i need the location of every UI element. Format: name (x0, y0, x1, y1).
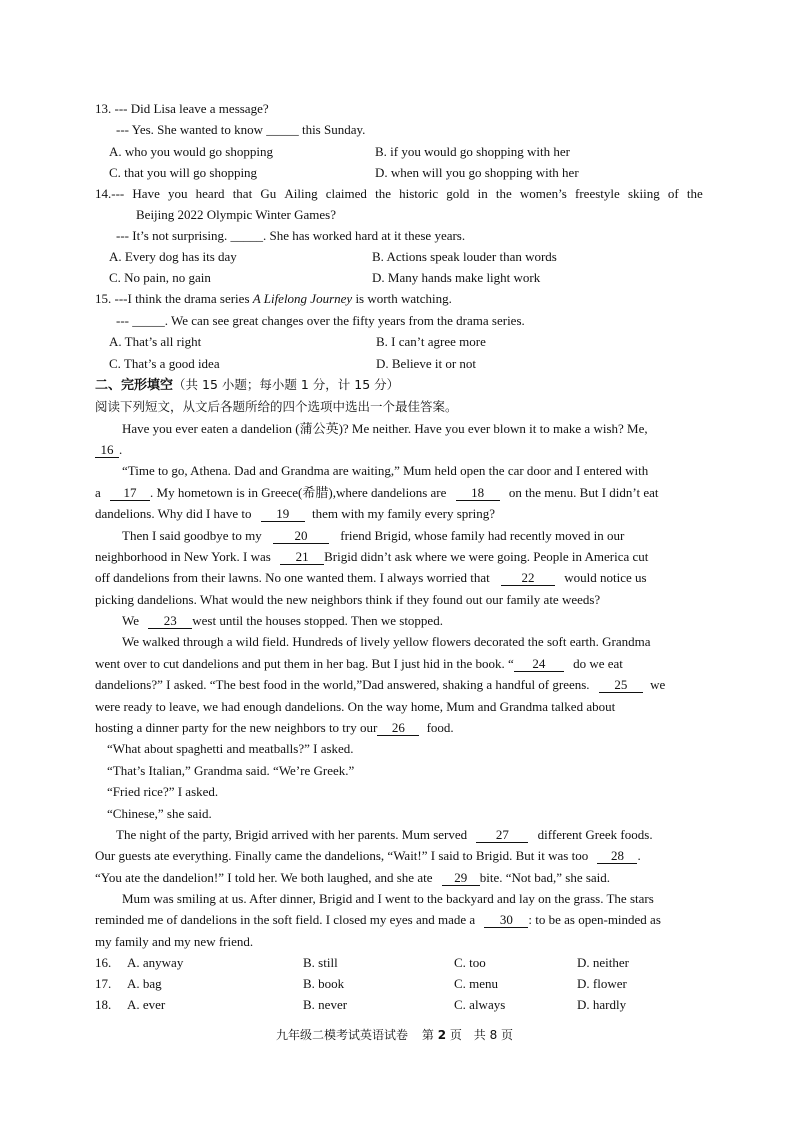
passage-line (95, 549, 648, 565)
q15-stem-pre: 15. ---I think the drama series (95, 291, 253, 306)
option-18-c: C. always (454, 997, 506, 1012)
q14-word: the (686, 186, 703, 201)
q14-stem-line2: Beijing 2022 Olympic Winter Games? (136, 207, 336, 222)
option-16-b: B. still (303, 955, 338, 970)
passage-line (95, 677, 665, 693)
passage-line: were ready to leave, we had enough dandelions. On the way home, Mum and Grandma talked about (95, 699, 616, 714)
q13-option-d: D. when will you go shopping with her (375, 165, 579, 180)
text: do we eat (573, 656, 623, 671)
page-footer (276, 1027, 513, 1043)
passage-line: Have you ever eaten a dandelion (蒲公英)? Me neither. Have you ever blown it to make a wish? Me, (122, 421, 648, 436)
q15-reply: --- _____. We can see great changes over the fifty years from the drama series. (116, 313, 525, 328)
blank-17[interactable]: 17 (110, 486, 150, 501)
text: we (650, 677, 666, 692)
text: reminded me of dandelions in the soft field. I closed my eyes and made a (95, 912, 476, 927)
passage-line (95, 570, 647, 586)
passage-line: “Time to go, Athena. Dad and Grandma are waiting,” Mum held open the car door and I entered with (122, 463, 649, 478)
blank-23[interactable]: 23 (148, 614, 192, 629)
option-18-a: A. ever (127, 997, 166, 1012)
passage-line (95, 870, 610, 886)
q14-word: the (495, 186, 512, 201)
q14-reply: --- It’s not surprising. _____. She has worked hard at it these years. (116, 228, 466, 243)
blank-27[interactable]: 27 (476, 828, 528, 843)
footer-page-number: 2 (437, 1028, 447, 1042)
blank-16[interactable]: 16 (95, 443, 119, 458)
blank-20[interactable]: 20 (273, 529, 329, 544)
q14-word: 14.--- (95, 186, 125, 201)
q15-drama-title: A Lifelong Journey (252, 291, 353, 306)
q14-word: historic (399, 186, 439, 201)
passage-line (95, 506, 495, 522)
text: bite. “Not bad,” she said. (479, 870, 611, 885)
text: Brigid didn’t ask where we were going. People in America cut (324, 549, 649, 564)
passage-line (116, 827, 653, 843)
blank-21[interactable]: 21 (280, 550, 324, 565)
text: The night of the party, Brigid arrived with her parents. Mum served (116, 827, 468, 842)
option-row-18-num: 18. (95, 997, 112, 1012)
text: west until the houses stopped. Then we stopped. (192, 613, 443, 628)
section2-instruction: 阅读下列短文，从文后各题所给的四个选项中选出一个最佳答案。 (95, 399, 458, 414)
option-16-a: A. anyway (127, 955, 184, 970)
q14-option-c: C. No pain, no gain (109, 270, 211, 285)
q14-stem-line1 (95, 186, 703, 202)
option-row-16-num: 16. (95, 955, 112, 970)
option-17-d: D. flower (577, 976, 627, 991)
passage-line: We walked through a wild field. Hundreds of lively yellow flowers decorated the soft earth. Grandma (122, 634, 651, 649)
passage-line (95, 720, 454, 736)
passage-line: Our guests ate everything. Finally came the dandelions, “Wait!” I said to Brigid. But it was too 28 . (95, 848, 641, 863)
passage-line (95, 485, 659, 501)
q14-word: heard (195, 186, 225, 201)
q15-option-a: A. That’s all right (109, 334, 202, 349)
footer-total-label: 共 (473, 1028, 486, 1042)
section2-heading (95, 377, 399, 394)
blank-28[interactable]: 28 (597, 849, 637, 864)
q15-option-d: D. Believe it or not (376, 356, 477, 371)
blank-19[interactable]: 19 (261, 507, 305, 522)
blank-29[interactable]: 29 (442, 871, 480, 886)
q14-option-b: B. Actions speak louder than words (372, 249, 557, 264)
q13-option-c: C. that you will go shopping (109, 165, 258, 180)
text: a (95, 485, 101, 500)
q14-word: you (168, 186, 188, 201)
q14-word: freestyle (575, 186, 620, 201)
passage-line: picking dandelions. What would the new neighbors think if they found out our family ate weeds? (95, 592, 601, 607)
text: went over to cut dandelions and put them in her bag. But I just hid in the book. “ (95, 656, 514, 671)
passage-line: Mum was smiling at us. After dinner, Brigid and I went to the backyard and lay on the grass. The stars (122, 891, 654, 906)
option-row-17-num: 17. (95, 976, 112, 991)
q15-option-b: B. I can’t agree more (376, 334, 486, 349)
text: dandelions. Why did I have to (95, 506, 252, 521)
q14-word: claimed (325, 186, 367, 201)
text: hosting a dinner party for the new neighbors to try our (95, 720, 378, 735)
text: would notice us (564, 570, 647, 585)
text: Then I said goodbye to my (122, 528, 262, 543)
blank-25[interactable]: 25 (599, 678, 643, 693)
dialogue-line: “That’s Italian,” Grandma said. “We’re Greek.” (107, 763, 355, 778)
q14-option-a: A. Every dog has its day (109, 249, 237, 264)
passage-line (122, 528, 624, 544)
footer-total-number: 8 (489, 1028, 498, 1042)
q14-word: women’s (519, 186, 567, 201)
text: . My hometown is in Greece(希腊),where dandelions are (150, 485, 447, 500)
q14-word: in (477, 186, 488, 201)
q15-option-c: C. That’s a good idea (109, 356, 220, 371)
passage-line: 16 . (95, 442, 122, 458)
section2-note: （共 15 小题；每小题 1 分，计 15 分） (173, 377, 400, 392)
q14-word: that (232, 186, 253, 201)
text: food. (426, 720, 454, 735)
option-17-b: B. book (303, 976, 345, 991)
blank-22[interactable]: 22 (501, 571, 555, 586)
dialogue-line: “Chinese,” she said. (107, 806, 212, 821)
option-16-c: C. too (454, 955, 486, 970)
q14-word: gold (446, 186, 470, 201)
text: on the menu. But I didn’t eat (508, 485, 659, 500)
q14-option-d: D. Many hands make light work (372, 270, 541, 285)
section2-title: 二、完形填空 (95, 378, 174, 393)
passage-line (95, 912, 661, 928)
q13-option-a: A. who you would go shopping (109, 144, 273, 159)
text: Our guests ate everything. Finally came the dandelions, “Wait!” I said to Brigid. But it was too (95, 848, 589, 863)
option-17-c: C. menu (454, 976, 499, 991)
text: “You ate the dandelion!” I told her. We both laughed, and she ate (95, 870, 433, 885)
text: them with my family every spring? (311, 506, 495, 521)
q13-option-b: B. if you would go shopping with her (375, 144, 570, 159)
q15-stem (95, 291, 452, 307)
text: different Greek foods. (537, 827, 653, 842)
q13-stem: 13. --- Did Lisa leave a message? (95, 101, 269, 116)
option-16-d: D. neither (577, 955, 629, 970)
q14-word: the (375, 186, 391, 201)
blank-18[interactable]: 18 (456, 486, 500, 501)
text: friend Brigid, whose family had recently moved in our (340, 528, 625, 543)
q14-word: of (667, 186, 679, 201)
text: neighborhood in New York. I was (95, 549, 271, 564)
dialogue-line: “Fried rice?” I asked. (107, 784, 219, 799)
q13-reply: --- Yes. She wanted to know _____ this Sunday. (116, 122, 366, 137)
text: : to be as open-minded as (528, 912, 661, 927)
q14-word: Ailing (284, 186, 318, 201)
passage-line: my family and my new friend. (95, 934, 254, 949)
passage-line (95, 656, 623, 672)
q14-word: Gu (260, 186, 277, 201)
footer-page-label: 第 (421, 1028, 434, 1042)
text: off dandelions from their lawns. No one wanted them. I always worried that (95, 570, 490, 585)
q14-word: Have (132, 186, 160, 201)
footer-total-unit: 页 (501, 1028, 514, 1042)
q15-stem-post: is worth watching. (352, 291, 452, 306)
option-18-d: D. hardly (577, 997, 627, 1012)
text: dandelions?” I asked. “The best food in the world,”Dad answered, shaking a handful of greens. (95, 677, 590, 692)
dialogue-line: “What about spaghetti and meatballs?” I asked. (107, 741, 354, 756)
q14-word: skiing (627, 186, 660, 201)
footer-exam-title: 九年级二模考试英语试卷 (276, 1028, 409, 1042)
blank-26[interactable]: 26 (377, 721, 419, 736)
option-18-b: B. never (303, 997, 348, 1012)
passage-line (122, 613, 443, 629)
blank-24[interactable]: 24 (514, 657, 564, 672)
blank-30[interactable]: 30 (484, 913, 528, 928)
option-17-a: A. bag (127, 976, 162, 991)
text: We (122, 613, 139, 628)
footer-page-unit: 页 (449, 1028, 462, 1042)
